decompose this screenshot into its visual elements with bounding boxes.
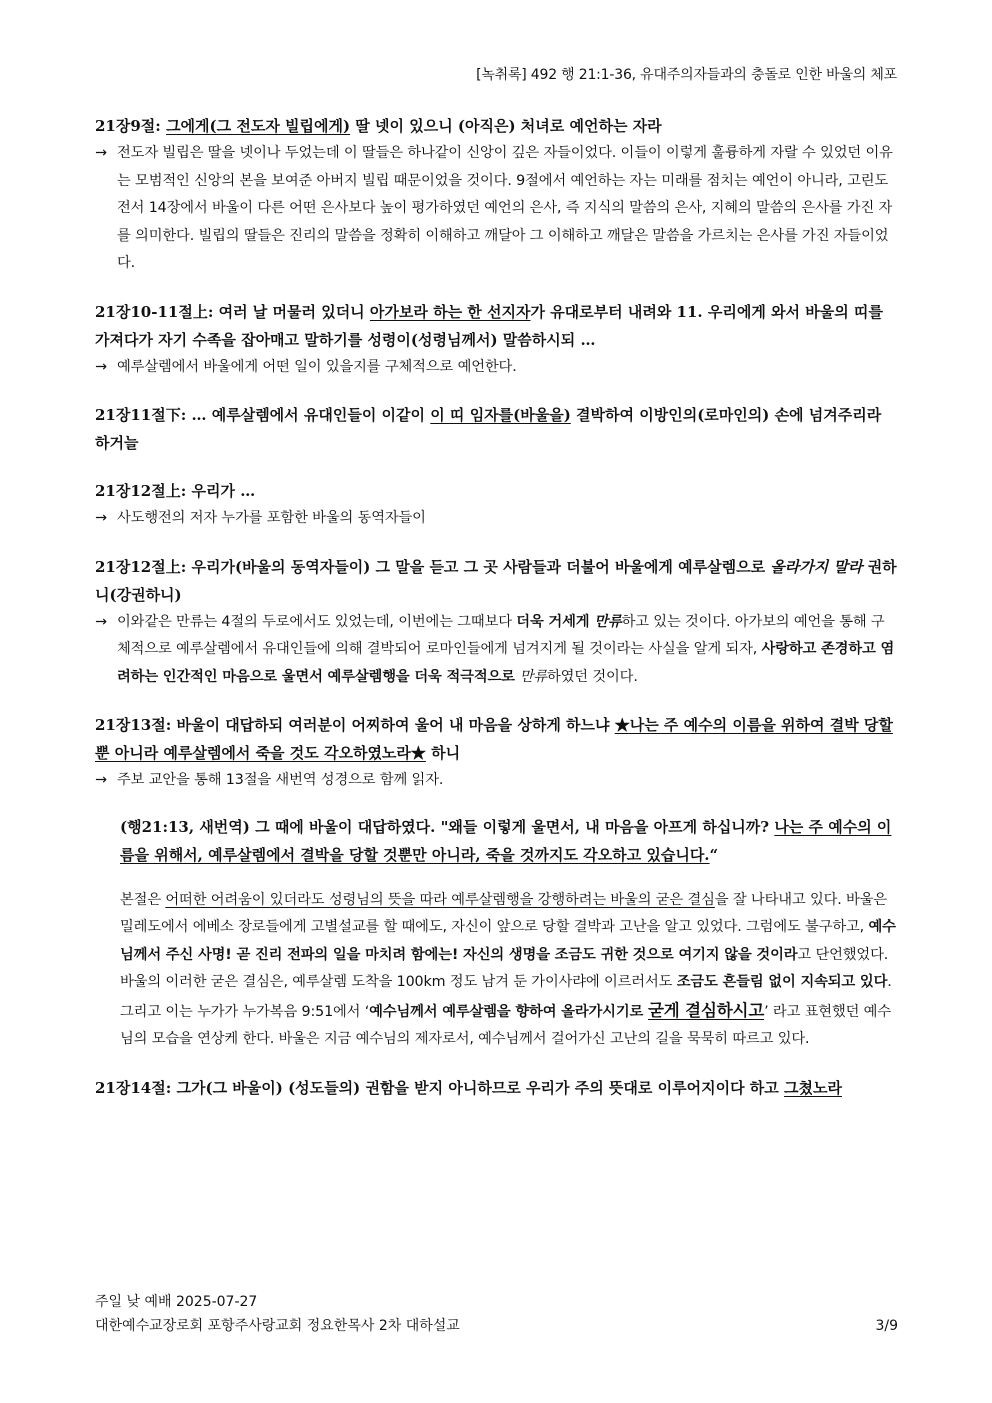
verse-text: … 예루살렘에서 유대인들이 이같이 bbox=[191, 406, 431, 424]
verse-text: 딸 넷이 있으니 (아직은) 처녀로 예언하는 자라 bbox=[350, 117, 662, 135]
commentary-bold: 더욱 거세게 bbox=[516, 613, 595, 630]
verse-italic: 올라가지 말라 bbox=[770, 557, 863, 576]
section-verse-13 bbox=[95, 711, 898, 1054]
footer-date: 주일 낮 예배 2025-07-27 bbox=[95, 1294, 258, 1310]
verse-label: 21장10-11절上: bbox=[95, 302, 219, 321]
verse-text: 우리가(바울의 동역자들이) 그 말을 듣고 그 곳 사람들과 더불어 바울에게 예루살렘으로 bbox=[191, 557, 771, 576]
quote-mark: “ bbox=[709, 845, 719, 864]
verse-label: 21장9절: bbox=[95, 117, 167, 135]
verse-heading bbox=[95, 711, 898, 767]
arrow-icon: → bbox=[95, 358, 107, 375]
commentary-text: 주보 교안을 통해 13절을 새번역 성경으로 함께 읽자. bbox=[117, 772, 444, 788]
verse-text: 결박하여 이방인의(로마인의) 손에 넘겨주리라 하거늘 bbox=[95, 406, 882, 452]
commentary bbox=[95, 767, 898, 795]
commentary-text: 하였던 것이다. bbox=[546, 668, 638, 685]
verse-underline: 이 띠 임자를(바울을) bbox=[430, 406, 571, 424]
verse-label: 21장13절: bbox=[95, 716, 177, 734]
commentary bbox=[95, 505, 898, 533]
commentary-bold: 사랑하고 존경하고 염려하는 인간적인 마음으로 울면서 예루살렘행을 더욱 적극적으로 bbox=[117, 641, 895, 685]
verse-label: 21장14절: bbox=[95, 1078, 177, 1097]
paragraph-text: ’ 라고 표현했던 예수님의 모습을 연상케 한다. 바울은 지금 예수님의 제자로서, 예수님께서 걸어가신 고난의 길을 묵묵히 따르고 있다. bbox=[120, 1003, 891, 1047]
verse-label: 21장11절下: bbox=[95, 406, 192, 424]
section-verse-12a bbox=[95, 477, 898, 533]
verse-label: 21장12절上: bbox=[95, 557, 192, 576]
verse-heading bbox=[95, 298, 898, 354]
verse-heading bbox=[95, 553, 898, 609]
quote-text: (행21:13, 새번역) 그 때에 바울이 대답하였다. "왜들 이렇게 울면서, 내 마음을 아프게 하십니까? bbox=[120, 817, 775, 836]
verse-heading bbox=[95, 112, 898, 140]
verse-heading bbox=[95, 1074, 898, 1102]
verse-text: 여러 날 머물러 있더니 bbox=[218, 302, 370, 321]
verse-label: 21장12절上: bbox=[95, 482, 192, 500]
paragraph-bold: 예수님께서 예루살렘을 향하여 올라가시기로 bbox=[369, 1003, 648, 1020]
verse-text: 우리가 주의 뜻대로 이루어지이다 하고 bbox=[526, 1078, 784, 1097]
page-number: 3/9 bbox=[875, 1318, 898, 1334]
paragraph-text: 을 잘 나타내고 있다. 바울은 밀레도에서 에베소 장로들에게 고별설교를 할 때에도, 자신이 앞으로 당할 결박과 고난을 알고 있었다. 그럼에도 불구하고, bbox=[120, 891, 888, 935]
section-verse-10-11 bbox=[95, 298, 898, 382]
verse-text: 바울이 대답하되 여러분이 어찌하여 울어 내 마음을 상하게 하느냐 bbox=[176, 716, 615, 734]
commentary-italic: 만류 bbox=[519, 668, 547, 685]
paragraph-underline: 굳게 결심하시고 bbox=[648, 1000, 765, 1020]
arrow-icon: → bbox=[95, 510, 107, 526]
document-footer bbox=[95, 1290, 898, 1338]
commentary bbox=[95, 140, 898, 278]
verse-underline: 그에게(그 전도자 빌립에게) bbox=[166, 117, 351, 135]
paragraph-bold: 예수님께서 주신 사명! 곧 진리 전파의 일을 마치려 함에는! 자신의 생명을 조금도 귀한 것으로 여기지 않을 것이라 bbox=[120, 919, 896, 963]
arrow-icon: → bbox=[95, 613, 107, 630]
verse-text: 우리가 … bbox=[191, 482, 256, 500]
bible-quote bbox=[95, 813, 898, 869]
section-verse-11b bbox=[95, 401, 898, 457]
document-body bbox=[95, 112, 898, 1116]
arrow-icon: → bbox=[95, 145, 107, 161]
paragraph-text: . 그리고 이는 누가가 누가복음 9:51에서 ‘ bbox=[120, 974, 892, 1020]
paragraph-text: 본절은 bbox=[120, 891, 166, 908]
verse-text: 가 유대로부터 내려와 11. 우리에게 와서 바울의 띠를 가져다가 자기 수족을 잡아매고 말하기를 성령이(성령님께서) 말씀하시되 … bbox=[95, 302, 883, 349]
commentary-text: 하고 있는 것이다. 아가보의 예언을 통해 구체적으로 예루살렘에서 유대인들에 의해 결박되어 로마인들에게 넘겨지게 될 것이라는 사실을 알게 되자, bbox=[117, 613, 885, 657]
quote-underline: 나는 주 예수의 이름을 위해서, 예루살렘에서 결박을 당할 것뿐만 아니라, 죽을 것까지도 각오하고 있습니다. bbox=[120, 817, 892, 864]
document-header: [녹취록] 492 행 21:1-36, 유대주의자들과의 충돌로 인한 바울의 체포 bbox=[476, 67, 897, 83]
commentary-text: 예루살렘에서 바울에게 어떤 일이 있을지를 구체적으로 예언한다. bbox=[117, 358, 517, 375]
commentary-text: 이와같은 만류는 4절의 두로에서도 있었는데, 이번에는 그때보다 bbox=[117, 613, 517, 630]
paragraph-underline: 어떠한 어려움이 있더라도 성령님의 뜻을 따라 예루살렘행을 강행하려는 바울의 굳은 결심 bbox=[165, 891, 715, 908]
paragraph-bold: 조금도 흔들림 없이 지속되고 있다 bbox=[676, 974, 888, 990]
verse-heading bbox=[95, 401, 898, 457]
verse-text: 권하니(강권하니) bbox=[95, 557, 897, 604]
verse-text: 하니 bbox=[425, 744, 461, 762]
section-verse-9 bbox=[95, 112, 898, 278]
commentary-italic: 만류 bbox=[594, 613, 622, 630]
verse-underline: 아가보라 하는 한 선지자 bbox=[369, 302, 531, 321]
explanation-paragraph bbox=[95, 887, 898, 1054]
commentary bbox=[95, 354, 898, 382]
verse-text: 그가(그 바울이) (성도들의) 권함을 받지 아니하므로 bbox=[176, 1078, 527, 1097]
section-verse-14 bbox=[95, 1074, 898, 1102]
commentary-text: 전도자 빌립은 딸을 넷이나 두었는데 이 딸들은 하나같이 신앙이 깊은 자들이었다. 이들이 이렇게 훌륭하게 자랄 수 있었던 이유는 모범적인 신앙의 본을 보여준 아버지 빌립 때문이었을 것이다. 9절에서 예언하는 자는 미래를 점치는 예언이 아니라, 고린도전서 14장에서 바울이 다른 어떤 은사보다 높이 평가하였던 예언의 은사, 즉 지식의 말씀의 은사, 지혜의 말씀의 은사를 가진 자를 의미한다. 빌립의 딸들은 진리의 말씀을 정확히 이해하고 깨달아 그 이해하고 깨달은 말씀을 가르치는 은사를 가진 자들이었다. bbox=[117, 145, 893, 271]
commentary bbox=[95, 609, 898, 692]
paragraph-text: 고 단언했었다. 바울의 이러한 굳은 결심은, 예루살렘 도착을 100km 정도 남겨 둔 가이사랴에 이르러서도 bbox=[120, 946, 889, 990]
arrow-icon: → bbox=[95, 772, 107, 788]
verse-underline: 그쳤노라 bbox=[783, 1078, 842, 1097]
verse-underline: ★나는 주 예수의 이름을 위하여 결박 당할 뿐 아니라 예루살렘에서 죽을 것도 각오하였노라★ bbox=[95, 716, 893, 762]
verse-heading bbox=[95, 477, 898, 505]
commentary-text: 사도행전의 저자 누가를 포함한 바울의 동역자들이 bbox=[117, 510, 426, 526]
section-verse-12b bbox=[95, 553, 898, 692]
footer-church: 대한예수교장로회 포항주사랑교회 정요한목사 2차 대하설교 bbox=[95, 1318, 460, 1334]
